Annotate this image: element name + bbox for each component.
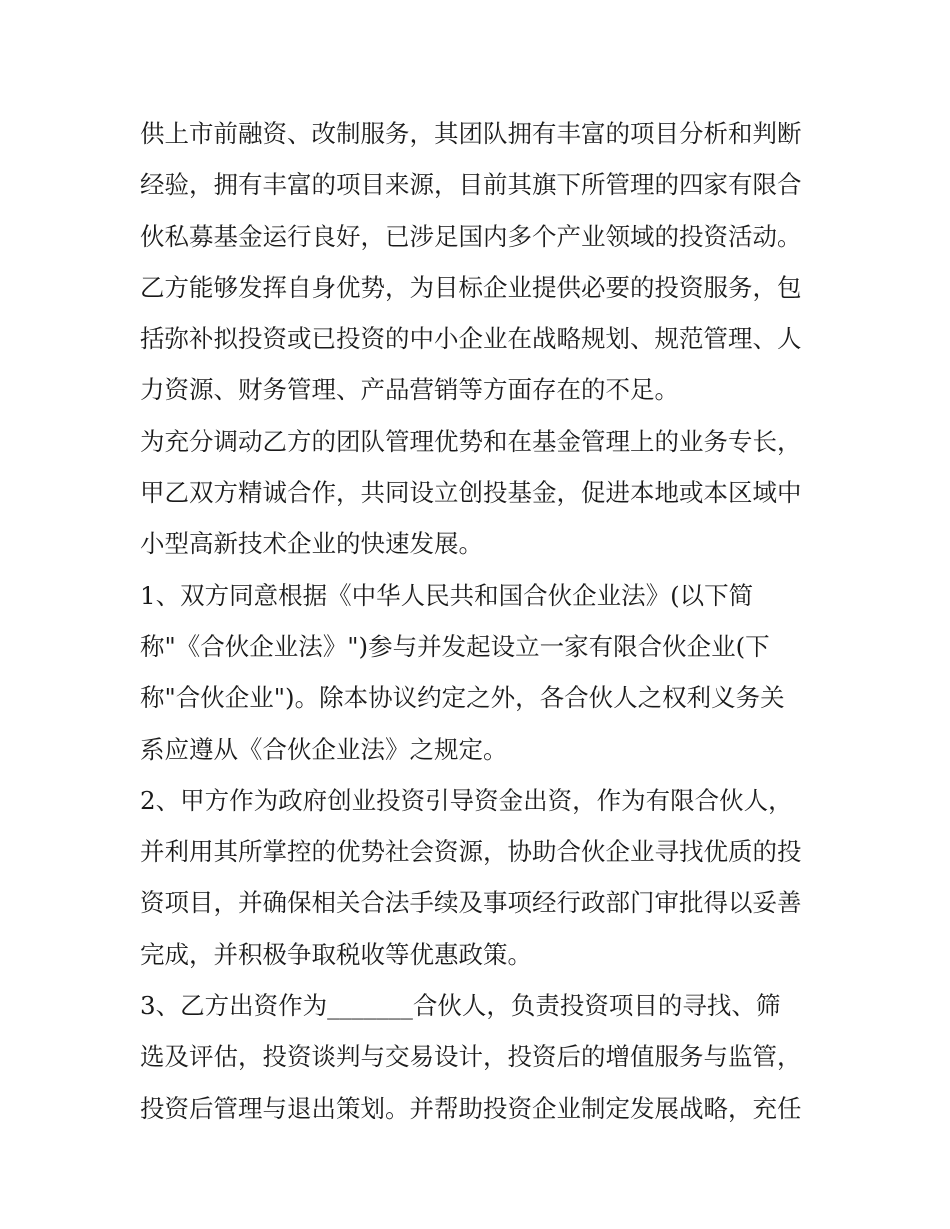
text-line: 选及评估，投资谈判与交易设计，投资后的增值服务与监管， — [140, 1042, 802, 1072]
text-line: 乙方能够发挥自身优势，为目标企业提供必要的投资服务，包 — [140, 272, 802, 302]
text-line: 2、甲方作为政府创业投资引导资金出资，作为有限合伙人， — [140, 785, 793, 815]
text-line: 伙私募基金运行良好，已涉足国内多个产业领域的投资活动。 — [140, 221, 802, 251]
text-line: 力资源、财务管理、产品营销等方面存在的不足。 — [140, 375, 679, 405]
text-line: 称"合伙企业")。除本协议约定之外，各合伙人之权利义务关 — [140, 683, 785, 713]
text-line: 系应遵从《合伙企业法》之规定。 — [140, 734, 508, 764]
text-line: 甲乙双方精诚合作，共同设立创投基金，促进本地或本区域中 — [140, 478, 802, 508]
text-line: 小型高新技术企业的快速发展。 — [140, 529, 483, 559]
text-line: 3、乙方出资作为_______合伙人，负责投资项目的寻找、筛 — [140, 991, 781, 1021]
text-line: 括弥补拟投资或已投资的中小企业在战略规划、规范管理、人 — [140, 324, 802, 354]
document-body — [140, 108, 820, 1134]
text-line: 完成，并积极争取税收等优惠政策。 — [140, 939, 532, 969]
text-line: 为充分调动乙方的团队管理优势和在基金管理上的业务专长， — [140, 426, 802, 456]
text-line: 并利用其所掌控的优势社会资源，协助合伙企业寻找优质的投 — [140, 837, 802, 867]
text-line: 1、双方同意根据《中华人民共和国合伙企业法》(以下简 — [140, 580, 754, 610]
text-line: 供上市前融资、改制服务，其团队拥有丰富的项目分析和判断 — [140, 119, 802, 148]
text-line: 投资后管理与退出策划。并帮助投资企业制定发展战略，充任 — [140, 1093, 802, 1123]
text-line: 资项目，并确保相关合法手续及事项经行政部门审批得以妥善 — [140, 888, 802, 918]
text-line: 经验，拥有丰富的项目来源，目前其旗下所管理的四家有限合 — [140, 170, 802, 200]
text-line: 称"《合伙企业法》")参与并发起设立一家有限合伙企业(下 — [140, 631, 770, 661]
